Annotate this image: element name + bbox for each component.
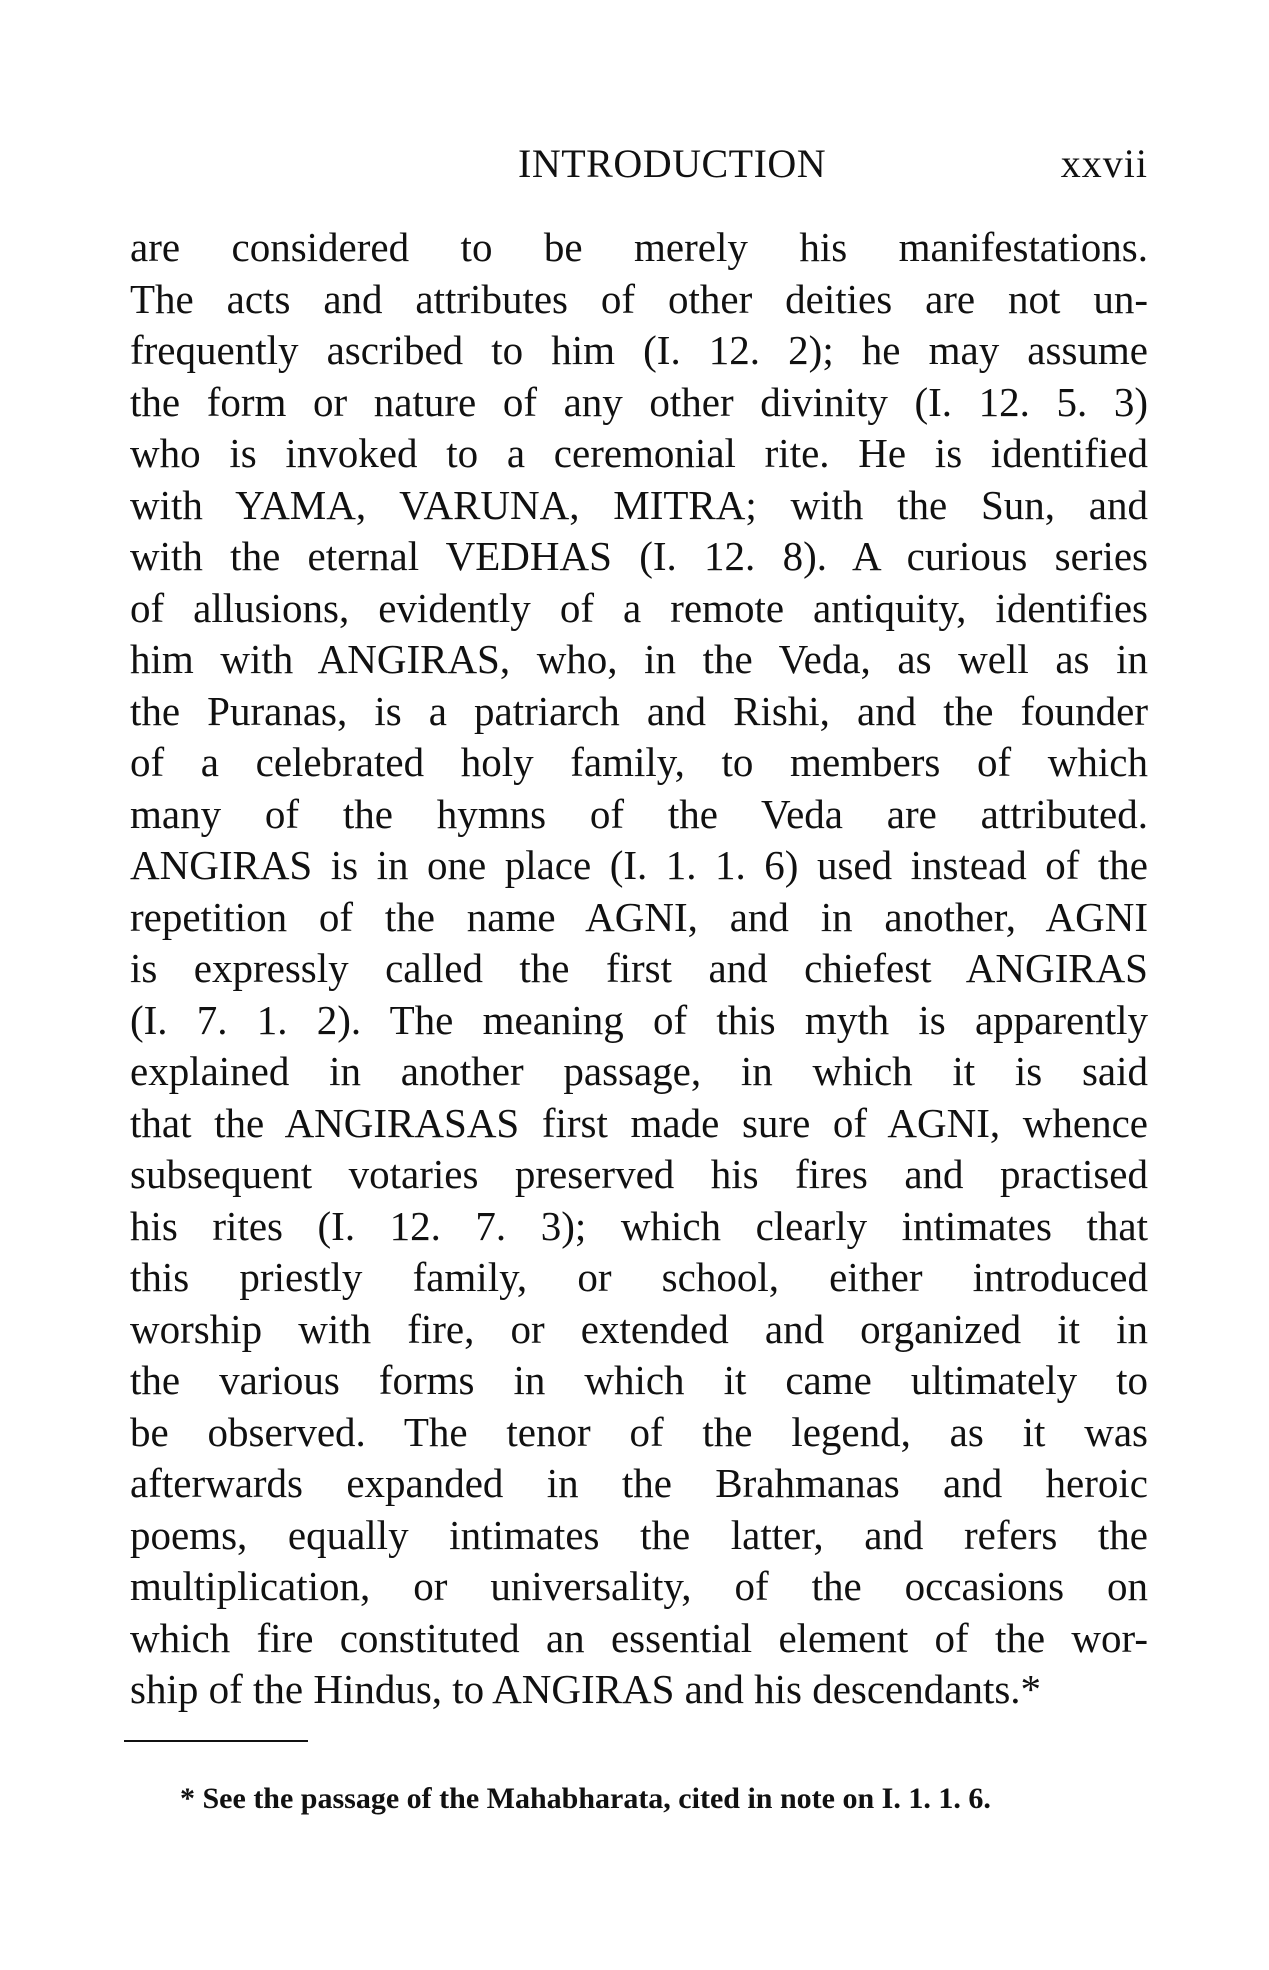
text-line: be observed. The tenor of the legend, as it was (130, 1408, 1148, 1455)
text-line: subsequent votaries preserved his fires and practised (130, 1151, 1148, 1197)
text-line: the form or nature of any other divinity (I. 12. 5. 3) (130, 378, 1148, 425)
text-line: with the eternal VEDHAS (I. 12. 8). A curious series (130, 533, 1148, 579)
text-line: poems, equally intimates the latter, and refers the (130, 1511, 1148, 1558)
chapter-title: INTRODUCTION (518, 141, 827, 186)
text-line: explained in another passage, in which it is said (130, 1048, 1148, 1094)
body-paragraph (130, 222, 1148, 1716)
text-line: which fire constituted an essential element of the wor- (130, 1614, 1148, 1661)
footnote: * See the passage of the Mahabharata, cited in note on I. 1. 1. 6. (180, 1782, 991, 1815)
running-head (130, 140, 1148, 200)
text-line: (I. 7. 1. 2). The meaning of this myth is apparently (130, 996, 1148, 1043)
page-number: xxvii (1060, 141, 1148, 186)
text-line: the various forms in which it came ultimately to (130, 1357, 1148, 1403)
text-line: is expressly called the first and chiefest ANGIRAS (130, 945, 1148, 991)
text-line: ship of the Hindus, to ANGIRAS and his descendants.* (130, 1666, 1042, 1712)
text-line: frequently ascribed to him (I. 12. 2); he may assume (130, 327, 1148, 373)
text-line: this priestly family, or school, either introduced (130, 1254, 1148, 1300)
text-line: are considered to be merely his manifestations. (130, 224, 1148, 270)
text-line: the Puranas, is a patriarch and Rishi, and the founder (130, 687, 1148, 734)
text-line: ANGIRAS is in one place (I. 1. 1. 6) used instead of the (130, 842, 1148, 888)
text-line: many of the hymns of the Veda are attributed. (130, 790, 1148, 837)
text-line: The acts and attributes of other deities are not un- (130, 275, 1148, 322)
footnote-rule (124, 1740, 308, 1742)
text-line: of allusions, evidently of a remote antiquity, identifies (130, 584, 1148, 631)
text-line: him with ANGIRAS, who, in the Veda, as well as in (130, 636, 1148, 682)
text-line: afterwards expanded in the Brahmanas and heroic (130, 1460, 1148, 1506)
text-line: repetition of the name AGNI, and in another, AGNI (130, 893, 1148, 940)
text-line: multiplication, or universality, of the occasions on (130, 1563, 1148, 1609)
text-line: his rites (I. 12. 7. 3); which clearly intimates that (130, 1202, 1148, 1249)
text-line: that the ANGIRASAS first made sure of AGNI, whence (130, 1099, 1148, 1146)
text-line: of a celebrated holy family, to members of which (130, 739, 1148, 785)
text-line: who is invoked to a ceremonial rite. He is identified (130, 430, 1148, 476)
text-line: worship with fire, or extended and organized it in (130, 1305, 1148, 1352)
text-line: with YAMA, VARUNA, MITRA; with the Sun, and (130, 481, 1148, 528)
